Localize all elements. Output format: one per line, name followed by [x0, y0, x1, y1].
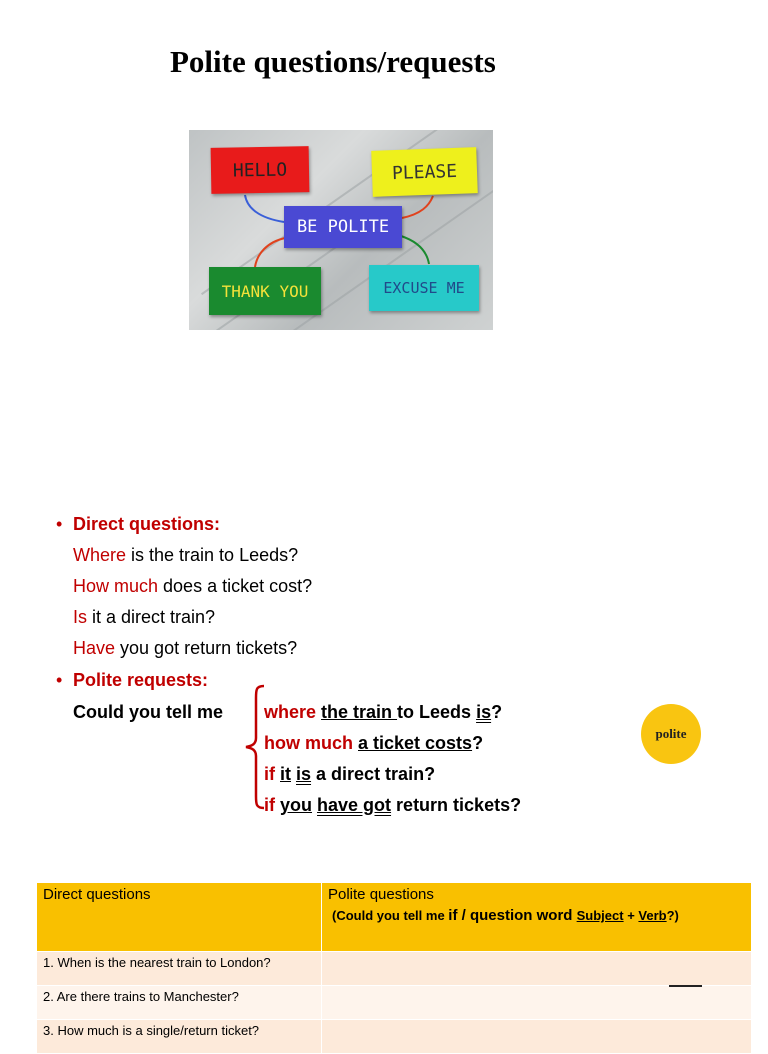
questions-table	[36, 882, 752, 1054]
direct-question-1: Where is the train to Leeds?	[73, 545, 299, 565]
direct-question-4: Have you got return tickets?	[73, 638, 298, 658]
polite-request-4: if you have got return tickets?	[264, 795, 522, 815]
hello-card: HELLO	[211, 146, 310, 194]
table-cell-direct: 1. When is the nearest train to London?	[37, 952, 322, 986]
brace-icon	[244, 684, 266, 810]
be-polite-card: BE POLITE	[284, 206, 402, 248]
bullet-icon: •	[56, 670, 63, 690]
table-row	[37, 952, 752, 986]
bullet-icon: •	[56, 514, 63, 534]
please-card: PLEASE	[371, 147, 478, 197]
thank-you-card: THANK YOU	[209, 267, 321, 315]
polite-lead: Could you tell me	[73, 702, 224, 722]
polite-request-2: how much a ticket costs?	[264, 733, 484, 753]
polite-requests-heading: Polite requests:	[73, 670, 209, 690]
page-title: Polite questions/requests	[170, 44, 496, 79]
table-cell-direct: 3. How much is a single/return ticket?	[37, 1020, 322, 1054]
table-cell-polite	[322, 952, 752, 986]
polite-badge: polite	[641, 704, 701, 764]
direct-question-3: Is it a direct train?	[73, 607, 216, 627]
table-row	[37, 986, 752, 1020]
answer-line	[669, 985, 702, 987]
table-header-row	[37, 883, 752, 952]
table-header-direct: Direct questions	[37, 883, 322, 952]
be-polite-photo	[189, 130, 493, 330]
table-row	[37, 1020, 752, 1054]
direct-questions-heading: Direct questions:	[73, 514, 221, 534]
table-cell-polite	[322, 1020, 752, 1054]
table-cell-polite	[322, 986, 752, 1020]
excuse-me-card: EXCUSE ME	[369, 265, 479, 311]
polite-request-3: if it is a direct train?	[264, 764, 436, 784]
polite-request-1: where the train to Leeds is?	[264, 702, 503, 722]
table-cell-direct: 2. Are there trains to Manchester?	[37, 986, 322, 1020]
table-header-polite: Polite questions (Could you tell me if / question word Subject + Verb?)	[322, 883, 752, 952]
direct-question-2: How much does a ticket cost?	[73, 576, 313, 596]
